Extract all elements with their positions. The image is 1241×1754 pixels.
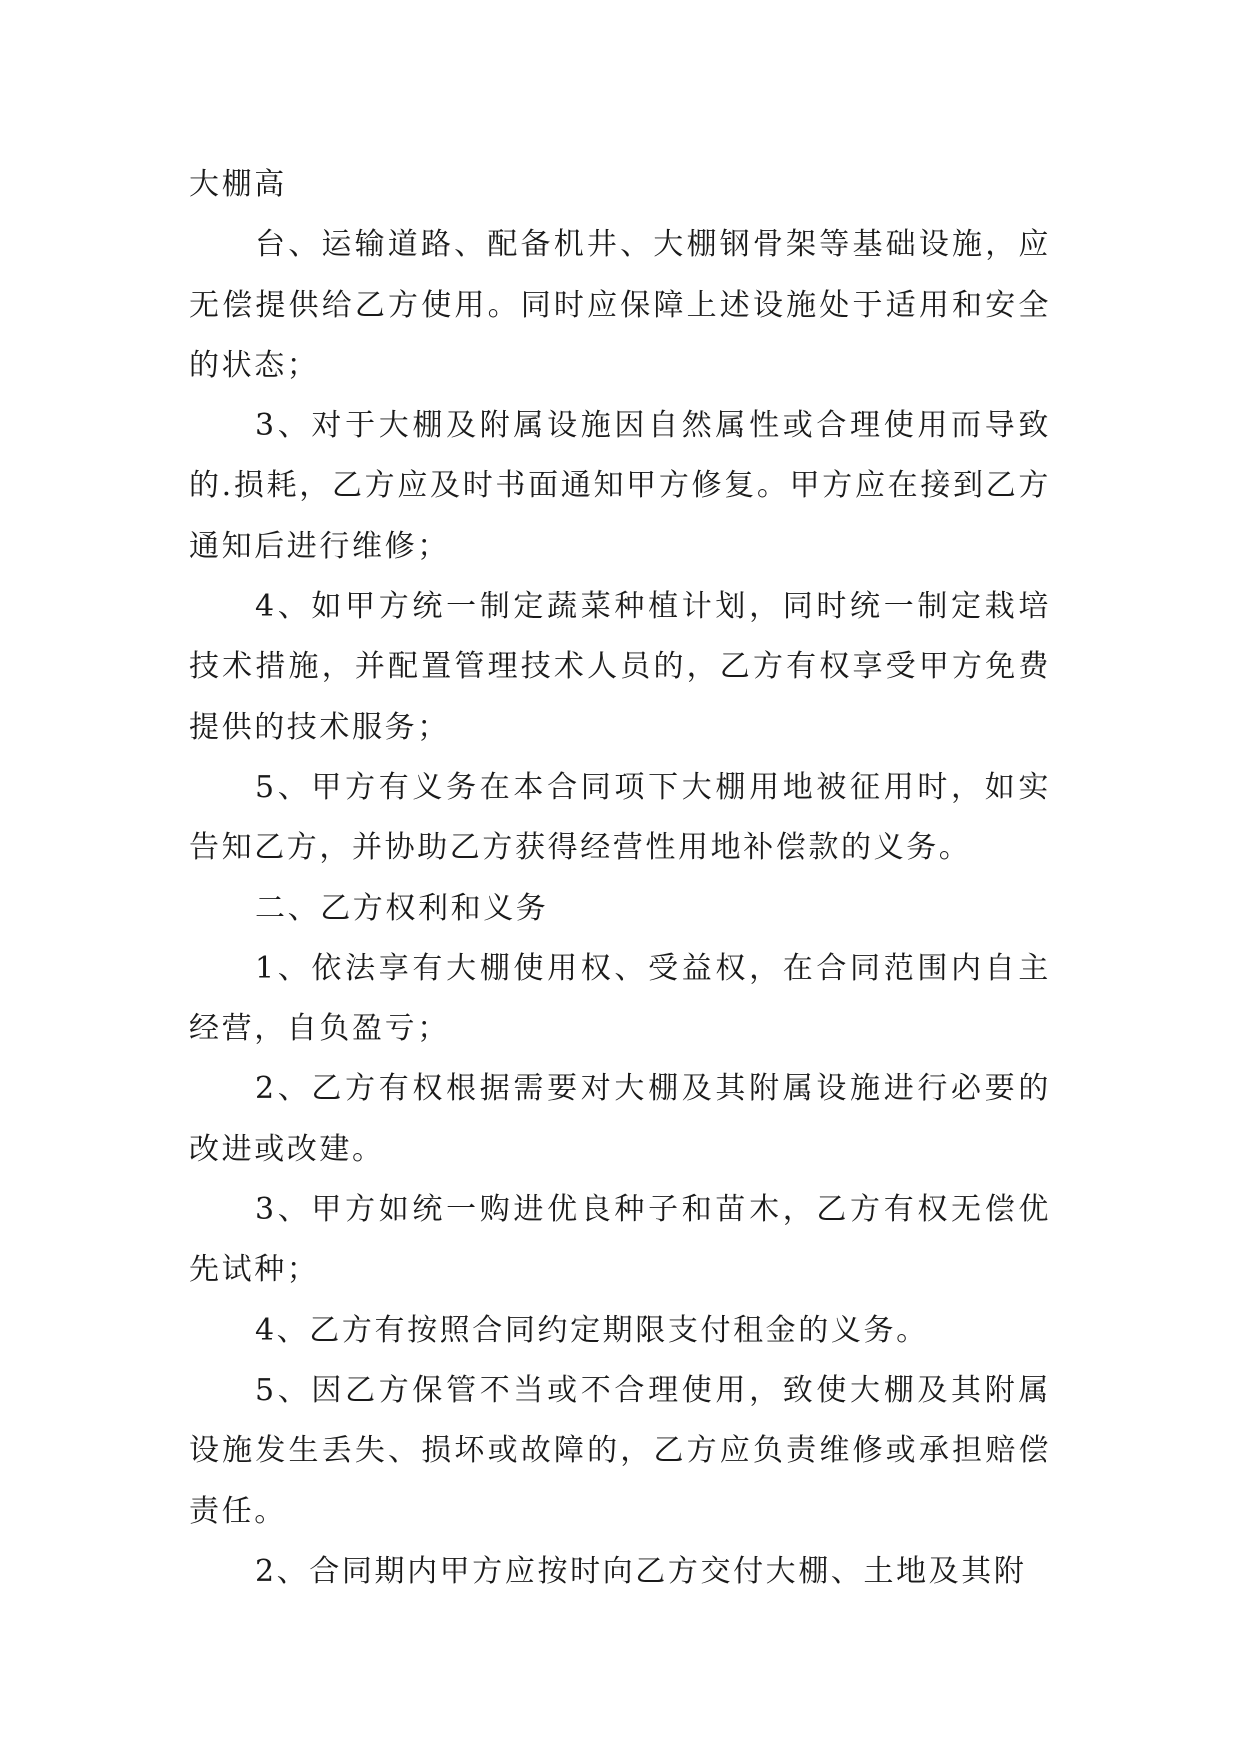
paragraph-b-item-1: 1、依法享有大棚使用权、受益权，在合同范围内自主经营，自负盈亏； <box>189 950 1051 1047</box>
paragraph-b-item-3: 3、甲方如统一购进优良种子和苗木，乙方有权无偿优先试种； <box>189 1192 1051 1288</box>
paragraph-b-item-4: 4、乙方有按照合同约定期限支付租金的义务。 <box>255 1312 929 1348</box>
paragraph-b-item-5: 5、因乙方保管不当或不合理使用，致使大棚及其附属设施发生丢失、损坏或故障的，乙方应负责维修或承担赔偿责任。 <box>189 1372 1051 1529</box>
section-heading-party-b-rights: 二、乙方权利和义务 <box>255 890 549 926</box>
paragraph-item-2-delivery: 2、合同期内甲方应按时向乙方交付大棚、土地及其附 <box>255 1553 1027 1589</box>
paragraph-item-5-land-requisition: 5、甲方有义务在本合同项下大棚用地被征用时，如实告知乙方，并协助乙方获得经营性用地补偿款的义务。 <box>189 769 1051 866</box>
document-body <box>189 155 1051 1602</box>
paragraph-b-item-2: 2、乙方有权根据需要对大棚及其附属设施进行必要的改进或改建。 <box>189 1071 1051 1167</box>
paragraph-item-3-wear-repair: 3、对于大棚及附属设施因自然属性或合理使用而导致的.损耗，乙方应及时书面通知甲方修复。甲方应在接到乙方通知后进行维修； <box>189 408 1051 564</box>
paragraph-item-4-technical-service: 4、如甲方统一制定蔬菜种植计划，同时统一制定栽培技术措施，并配置管理技术人员的，乙方有权享受甲方免费提供的技术服务； <box>189 589 1051 745</box>
paragraph-fragment-greenhouse: 大棚高 <box>189 167 287 202</box>
paragraph-facilities: 台、运输道路、配备机井、大棚钢骨架等基础设施，应无偿提供给乙方使用。同时应保障上述设施处于适用和安全的状态； <box>189 227 1051 383</box>
